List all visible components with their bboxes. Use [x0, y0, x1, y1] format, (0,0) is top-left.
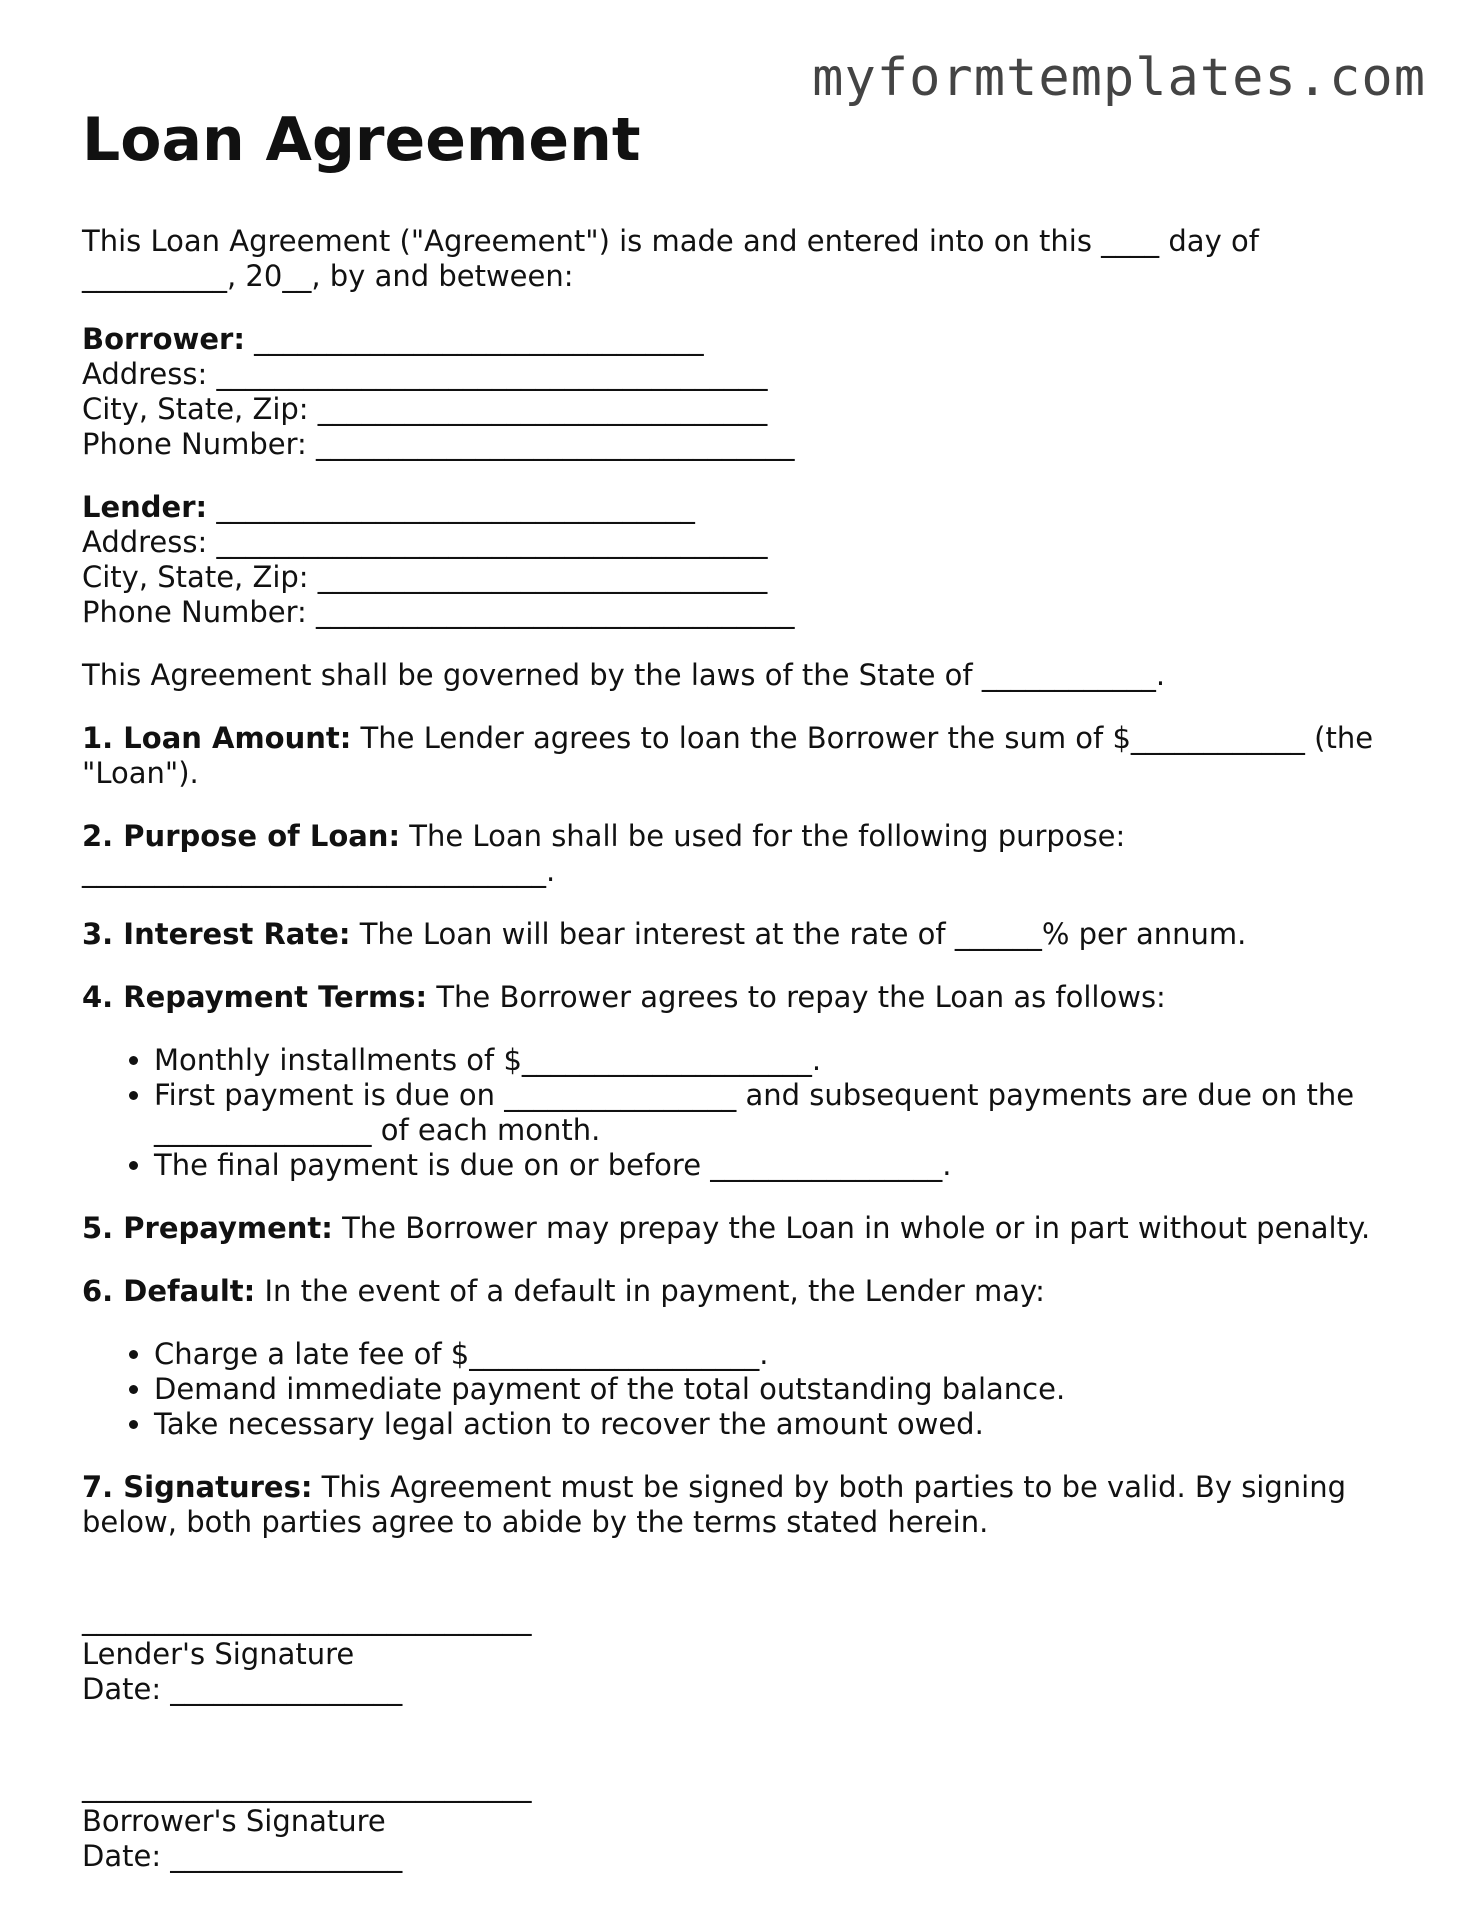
borrower-block — [82, 322, 1392, 462]
section-text: The Loan shall be used for the following purpose: ________________________________. — [82, 819, 1126, 888]
section-heading: 1. Loan Amount: — [82, 721, 352, 755]
section-heading: 6. Default: — [82, 1274, 256, 1308]
section-heading: 4. Repayment Terms: — [82, 980, 428, 1014]
borrower-name-blank: _______________________________ — [244, 322, 704, 356]
section-text: The Loan will bear interest at the rate of ______% per annum. — [350, 917, 1247, 951]
lender-city: City, State, Zip: _______________________________ — [82, 560, 768, 594]
document-page — [82, 100, 1392, 1874]
borrower-signature-line[interactable]: _______________________________ — [82, 1769, 532, 1803]
repayment-list — [82, 1043, 1392, 1183]
section-interest-rate — [82, 917, 1392, 952]
lender-signature-block — [82, 1602, 1392, 1707]
intro-paragraph: This Loan Agreement ("Agreement") is made and entered into on this ____ day of __________, 20__, by and between: — [82, 224, 1259, 293]
section-text: The Lender agrees to loan the Borrower the sum of $____________ (the "Loan"). — [82, 721, 1374, 790]
lender-name-line — [82, 490, 1392, 525]
page-title: Loan Agreement — [82, 105, 641, 175]
lender-address: Address: ______________________________________ — [82, 525, 768, 559]
borrower-name-line — [82, 322, 1392, 357]
borrower-address: Address: ______________________________________ — [82, 357, 768, 391]
lender-name-blank: _________________________________ — [207, 490, 695, 524]
borrower-phone: Phone Number: _________________________________ — [82, 427, 795, 461]
list-item: • Take necessary legal action to recover the amount owed. — [154, 1407, 1392, 1442]
list-item: • The final payment is due on or before ________________. — [154, 1148, 1392, 1183]
section-text: In the event of a default in payment, the Lender may: — [255, 1274, 1045, 1308]
lender-signature-line[interactable]: _______________________________ — [82, 1602, 532, 1636]
lender-signature-label: Lender's Signature — [82, 1637, 355, 1671]
borrower-city: City, State, Zip: _______________________________ — [82, 392, 768, 426]
section-purpose — [82, 819, 1392, 889]
list-item: • Charge a late fee of $____________________. — [154, 1337, 1392, 1372]
lender-signature-date[interactable]: Date: ________________ — [82, 1672, 403, 1706]
borrower-signature-date[interactable]: Date: ________________ — [82, 1839, 403, 1873]
borrower-signature-block — [82, 1769, 1392, 1874]
section-heading: 3. Interest Rate: — [82, 917, 351, 951]
section-prepayment — [82, 1211, 1392, 1246]
list-item: • Demand immediate payment of the total outstanding balance. — [154, 1372, 1392, 1407]
section-text: The Borrower may prepay the Loan in whole or in part without penalty. — [332, 1211, 1371, 1245]
section-heading: 5. Prepayment: — [82, 1211, 333, 1245]
default-list — [82, 1337, 1392, 1442]
lender-block — [82, 490, 1392, 630]
section-heading: 7. Signatures: — [82, 1470, 313, 1504]
section-text: The Borrower agrees to repay the Loan as follows: — [427, 980, 1166, 1014]
section-signatures — [82, 1470, 1392, 1540]
list-item: • First payment is due on ________________ and subsequent payments are due on the _______________ of each month. — [154, 1078, 1392, 1148]
borrower-signature-label: Borrower's Signature — [82, 1804, 386, 1838]
lender-phone: Phone Number: _________________________________ — [82, 595, 795, 629]
section-text: This Agreement must be signed by both parties to be valid. By signing below, both parties agree to abide by the terms stated herein. — [82, 1470, 1347, 1539]
governing-law: This Agreement shall be governed by the laws of the State of ____________. — [82, 658, 1166, 692]
section-repayment-terms — [82, 980, 1392, 1015]
watermark: myformtemplates.com — [812, 48, 1426, 108]
section-heading: 2. Purpose of Loan: — [82, 819, 401, 853]
lender-label: Lender: — [82, 490, 208, 524]
section-default — [82, 1274, 1392, 1309]
borrower-label: Borrower: — [82, 322, 245, 356]
section-loan-amount — [82, 721, 1392, 791]
list-item: • Monthly installments of $____________________. — [154, 1043, 1392, 1078]
